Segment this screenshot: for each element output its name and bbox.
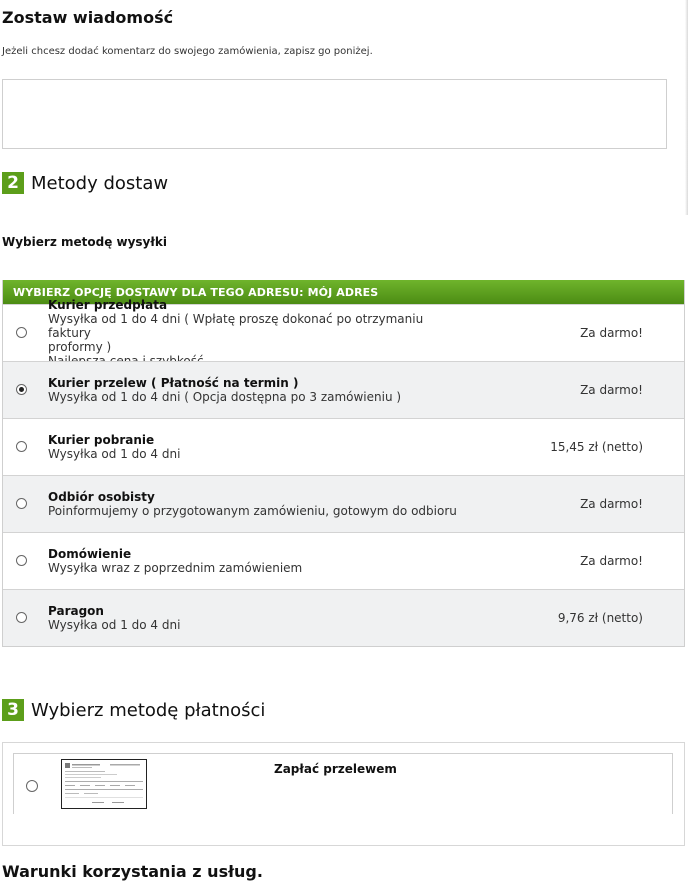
shipping-option-name: Kurier przelew ( Płatność na termin ) xyxy=(48,376,299,390)
shipping-radio[interactable] xyxy=(16,555,27,566)
shipping-option-desc: Wysyłka od 1 do 4 dni xyxy=(48,447,181,461)
shipping-option-text xyxy=(48,376,458,404)
shipping-subtitle: Wybierz metodę wysyłki xyxy=(2,235,167,249)
shipping-option-text xyxy=(48,547,458,575)
shipping-option-price: Za darmo! xyxy=(580,383,643,397)
shipping-option-row[interactable] xyxy=(3,589,684,646)
shipping-option-name: Kurier przedpłata xyxy=(48,298,168,312)
shipping-option-text xyxy=(48,298,458,368)
shipping-option-price: 15,45 zł (netto) xyxy=(550,440,643,454)
payment-section-header xyxy=(2,699,265,721)
shipping-option-desc: Poinformujemy o przygotowanym zamówieniu, gotowym do odbioru xyxy=(48,504,457,518)
shipping-option-desc: Wysyłka od 1 do 4 dni ( Wpłatę proszę dokonać po otrzymaniu faktury xyxy=(48,312,424,340)
payment-radio[interactable] xyxy=(26,780,38,792)
message-textarea[interactable] xyxy=(2,79,667,149)
shipping-section-title: Metody dostaw xyxy=(31,172,169,194)
shipping-option-row[interactable] xyxy=(3,361,684,418)
shipping-option-price: Za darmo! xyxy=(580,497,643,511)
step-number-badge: 2 xyxy=(2,172,24,194)
payment-section-title: Wybierz metodę płatności xyxy=(31,699,266,721)
message-description: Jeżeli chcesz dodać komentarz do swojego zamówienia, zapisz go poniżej. xyxy=(2,46,373,57)
shipping-option-desc: Wysyłka od 1 do 4 dni xyxy=(48,618,181,632)
shipping-option-price: Za darmo! xyxy=(580,554,643,568)
shipping-option-name: Kurier pobranie xyxy=(48,433,155,447)
shipping-option-text xyxy=(48,490,458,518)
shipping-option-name: Domówienie xyxy=(48,547,132,561)
bank-transfer-form-icon[interactable] xyxy=(61,759,147,809)
shipping-option-desc: proformy ) xyxy=(48,340,112,354)
shipping-option-text xyxy=(48,604,458,632)
payment-methods-box xyxy=(2,742,685,846)
shipping-option-desc: Wysyłka wraz z poprzednim zamówieniem xyxy=(48,561,303,575)
shipping-option-text xyxy=(48,433,458,461)
payment-option-label[interactable]: Zapłać przelewem xyxy=(274,762,397,776)
shipping-option-price: Za darmo! xyxy=(580,326,643,340)
shipping-option-row[interactable] xyxy=(3,532,684,589)
shipping-option-row[interactable] xyxy=(3,475,684,532)
payment-option[interactable] xyxy=(13,753,673,814)
shipping-option-name: Paragon xyxy=(48,604,104,618)
message-title: Zostaw wiadomość xyxy=(2,8,174,27)
step-number-badge: 3 xyxy=(2,699,24,721)
terms-title: Warunki korzystania z usług. xyxy=(2,862,263,881)
shipping-radio[interactable] xyxy=(16,441,27,452)
shipping-radio[interactable] xyxy=(16,498,27,509)
shipping-option-price: 9,76 zł (netto) xyxy=(557,611,643,625)
shipping-section-header xyxy=(2,172,168,194)
shipping-option-row[interactable] xyxy=(3,298,684,361)
shipping-radio-selected[interactable] xyxy=(16,384,27,395)
shipping-options-table xyxy=(2,280,685,647)
shipping-radio[interactable] xyxy=(16,327,27,338)
shipping-option-name: Odbiór osobisty xyxy=(48,490,155,504)
shipping-option-row[interactable] xyxy=(3,418,684,475)
shipping-table-header: WYBIERZ OPCJĘ DOSTAWY DLA TEGO ADRESU: MÓJ ADRES xyxy=(3,280,684,304)
shipping-radio[interactable] xyxy=(16,612,27,623)
shipping-option-desc: Wysyłka od 1 do 4 dni ( Opcja dostępna po 3 zamówieniu ) xyxy=(48,390,402,404)
